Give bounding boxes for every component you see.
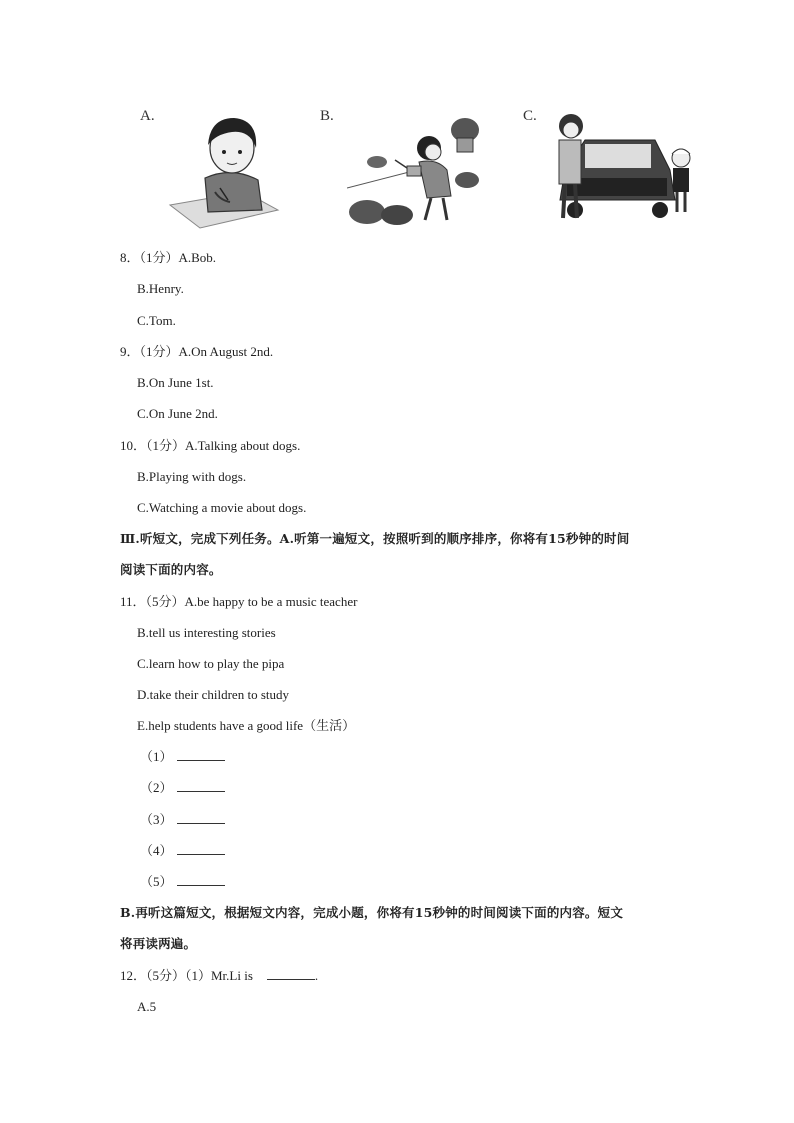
question-10-stem: 10．（1分）A.Talking about dogs. (120, 438, 301, 453)
picture-a-label: A. (140, 108, 155, 124)
answer-blank-2[interactable] (177, 779, 225, 792)
answer-blank-number: （1） (140, 749, 173, 764)
question-10-option-c: C.Watching a movie about dogs. (137, 500, 307, 515)
answer-blank-4[interactable] (177, 842, 225, 855)
answer-blank-1[interactable] (177, 748, 225, 761)
boy-writing-illustration (160, 100, 280, 230)
answer-blank-row (140, 779, 225, 797)
section-3-instruction-line2: 阅读下面的内容。 (120, 562, 222, 577)
question-8-option-b: B.Henry. (137, 281, 184, 296)
question-9-option-b: B.On June 1st. (137, 375, 214, 390)
answer-blank-number: （3） (140, 812, 173, 827)
family-washing-car-illustration (545, 100, 695, 230)
picture-options (135, 100, 695, 232)
answer-blank-number: （4） (140, 843, 173, 858)
section-b-instruction-line2: 将再读两遍。 (120, 936, 197, 951)
answer-blank-3[interactable] (177, 811, 225, 824)
question-9-stem: 9．（1分）A.On August 2nd. (120, 344, 274, 359)
answer-blank-number: （2） (140, 780, 173, 795)
question-11-option-b: B.tell us interesting stories (137, 625, 276, 640)
question-11-option-d: D.take their children to study (137, 687, 289, 702)
question-8-option-c: C.Tom. (137, 313, 176, 328)
answer-blank-row (140, 873, 225, 891)
answer-blank-row (140, 842, 225, 860)
picture-c-label: C. (523, 108, 537, 124)
question-8-stem: 8．（1分）A.Bob. (120, 250, 217, 265)
answer-blank-number: （5） (140, 874, 173, 889)
girl-watering-flowers-illustration (347, 100, 487, 230)
question-11-stem: 11．（5分）A.be happy to be a music teacher (120, 594, 358, 609)
question-9-option-c: C.On June 2nd. (137, 406, 218, 421)
question-12-option-a: A.5 (137, 999, 157, 1014)
question-12-text: 12．（5分）（1）Mr.Li is (120, 968, 253, 983)
question-12-stem (120, 967, 318, 985)
answer-blank-row (140, 811, 225, 829)
question-11-option-c: C.learn how to play the pipa (137, 656, 285, 671)
answer-blank-row (140, 748, 225, 766)
answer-blank-5[interactable] (177, 873, 225, 886)
section-b-instruction-line1: B.再听这篇短文，根据短文内容，完成小题，你将有15秒钟的时间阅读下面的内容。短文 (120, 905, 624, 920)
question-12-blank[interactable] (267, 967, 315, 980)
question-10-option-b: B.Playing with dogs. (137, 469, 247, 484)
question-11-option-e: E.help students have a good life（生活） (137, 718, 356, 733)
picture-b-label: B. (320, 108, 334, 124)
question-12-period: . (314, 968, 319, 983)
section-3-instruction-line1: Ⅲ.听短文，完成下列任务。A.听第一遍短文，按照听到的顺序排序，你将有15秒钟的时间 (120, 531, 630, 546)
